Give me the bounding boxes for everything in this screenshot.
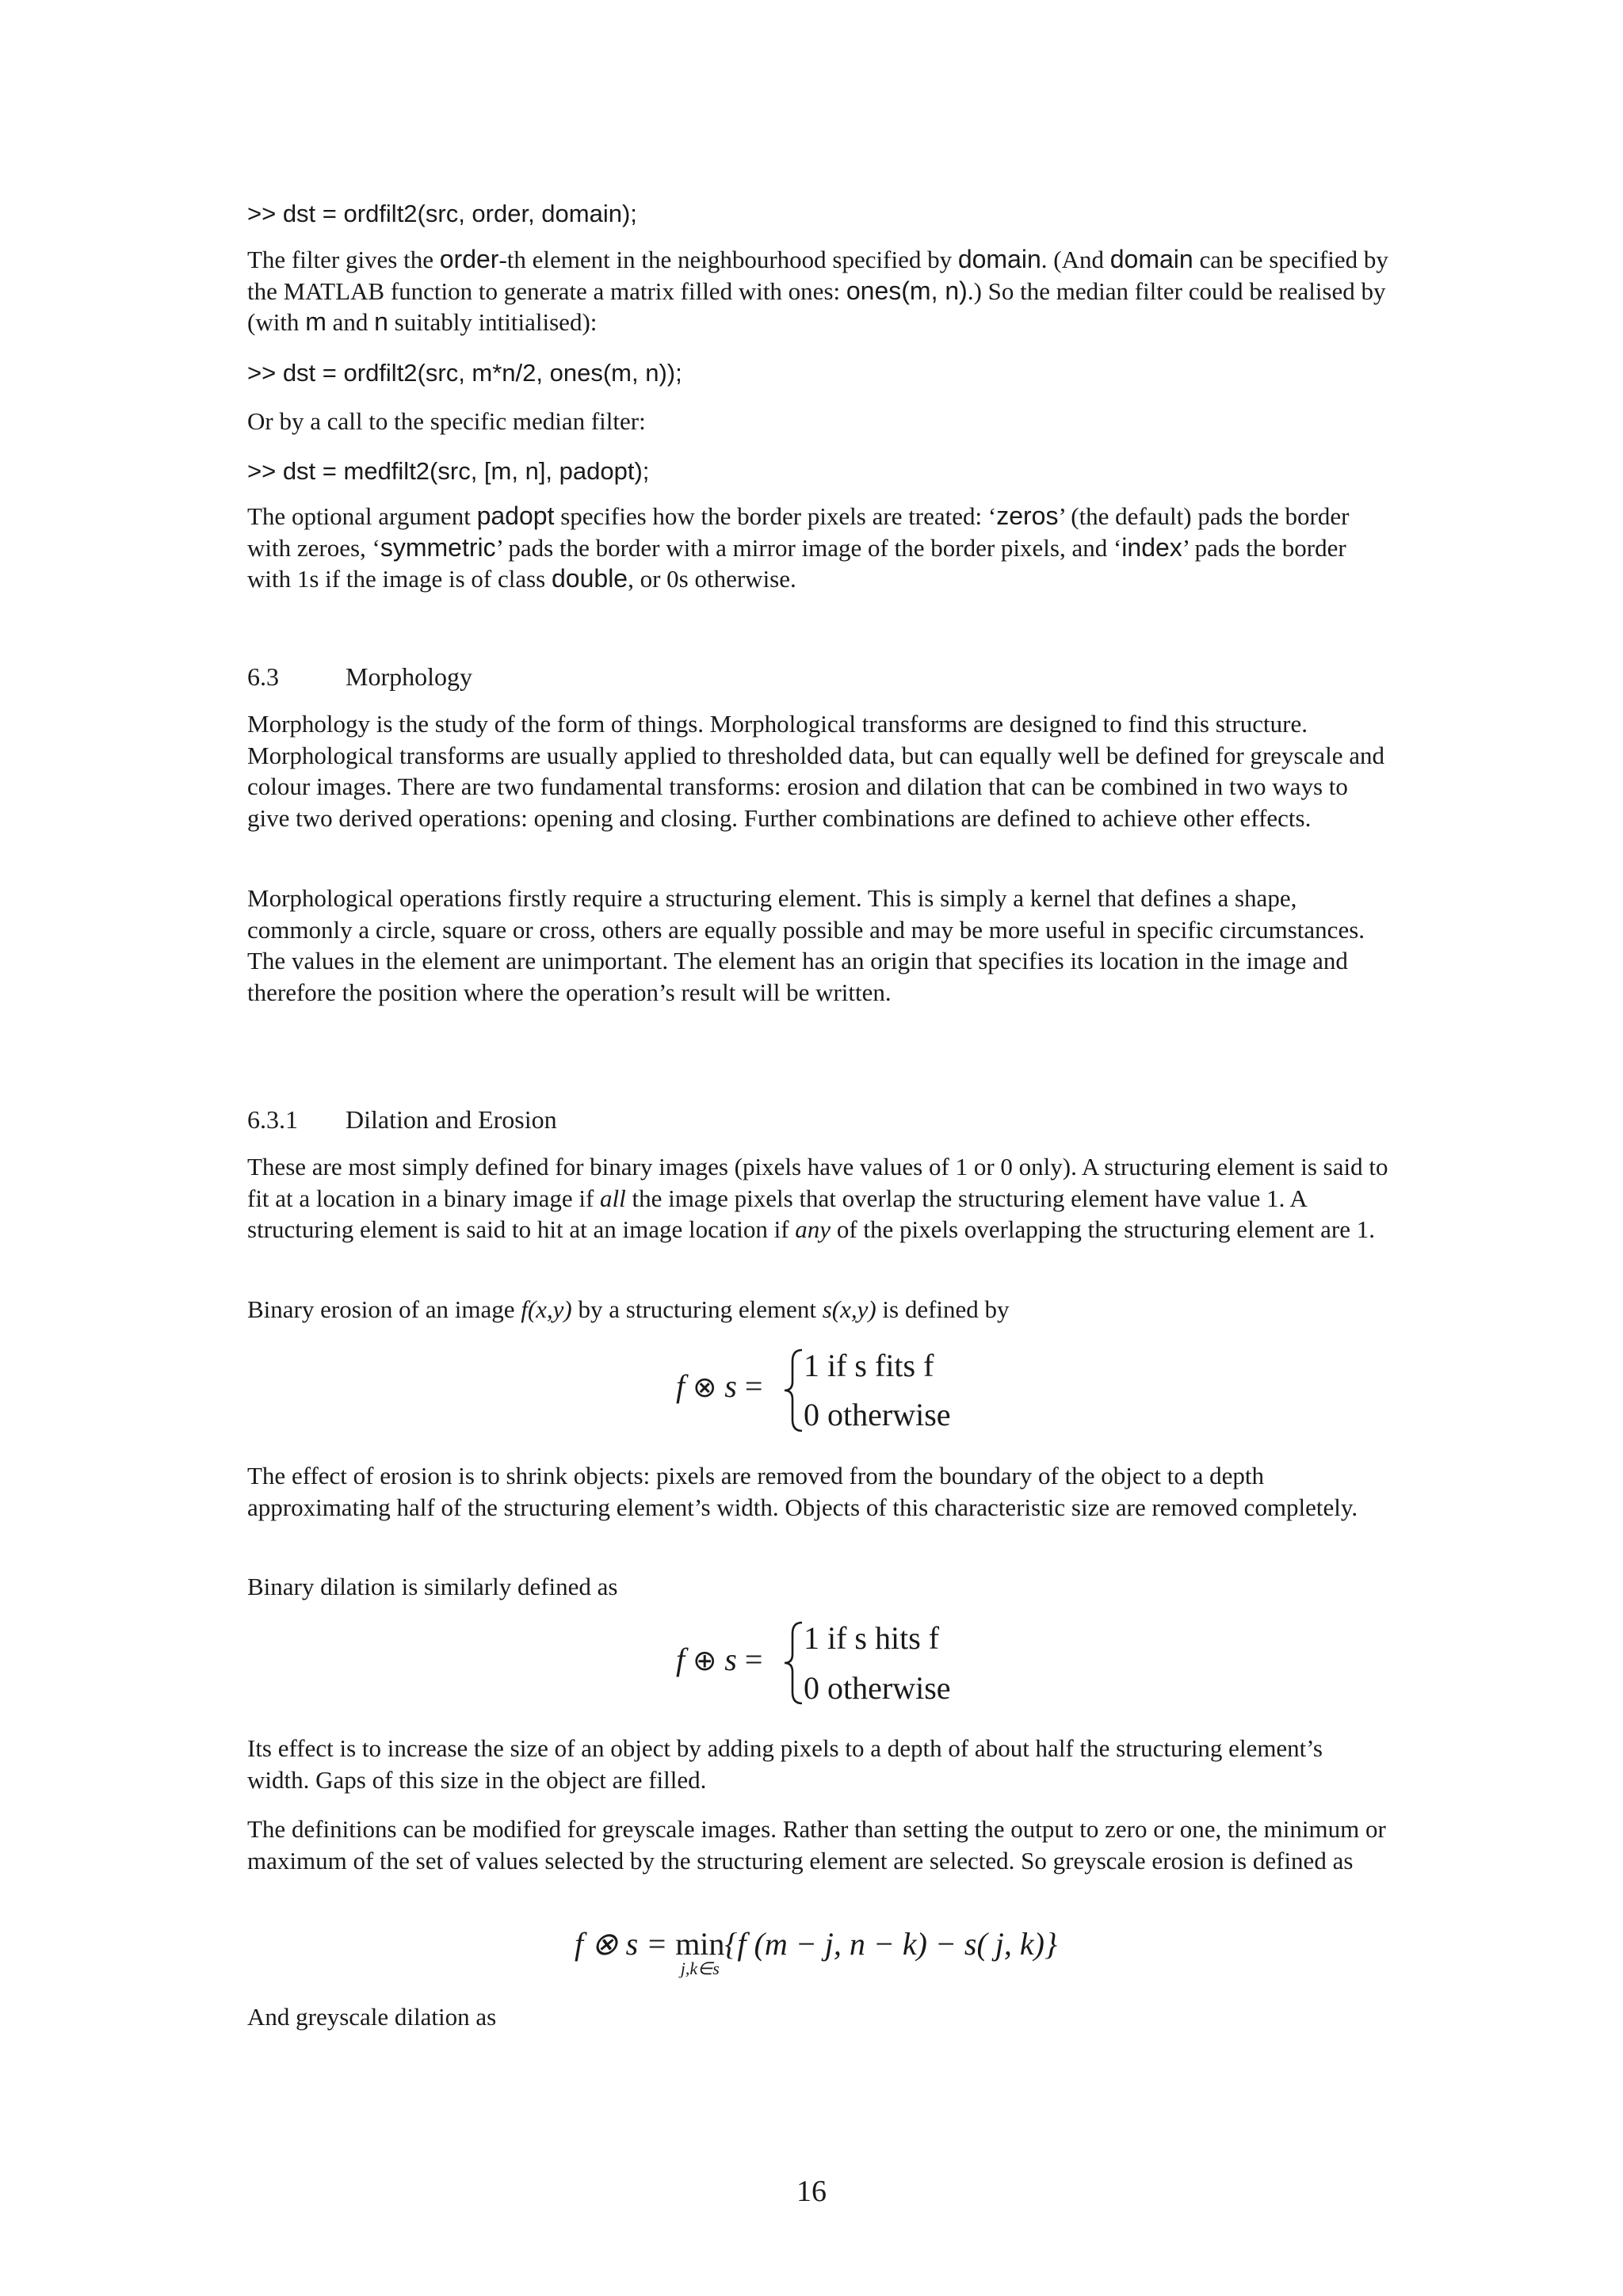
code-term: padopt [476,502,555,530]
text: ’ pads the border with a mirror image of the border pixels, and ‘ [495,533,1122,562]
text: specifies how the border pixels are treated: ‘ [554,502,997,530]
text: is defined by [876,1295,1010,1323]
math-min-subscript: j,k∈s [680,1958,720,1978]
case-otherwise: 0 otherwise [804,1397,951,1432]
section-title: Morphology [346,662,472,691]
paragraph-dilation-def [247,1571,1388,1603]
text: ’ (the default) pads the border with zeroes, ‘ [247,502,1350,562]
text: The effect of erosion is to shrink objects: pixels are removed from the boundary of the object to a depth approximating half of the structuring element’s width. Objects of this characteristic size are removed completely. [247,1462,1358,1521]
case-fits: 1 if s fits f [804,1348,934,1383]
math-equals: = [744,1642,763,1677]
case-hits: 1 if s hits f [804,1620,940,1656]
code-term: m [305,307,327,336]
text: The filter gives the [247,246,440,273]
code-median-ordfilt2: >> dst = ordfilt2(src, m*n/2, ones(m, n)); [247,359,682,387]
paragraph-greyscale [247,1814,1388,1876]
text: Binary dilation is similarly defined as [247,1573,618,1600]
text: .) So the median filter could be realised by (with [247,277,1386,336]
text: . (And [1041,246,1110,273]
code-term: domain [1109,245,1193,273]
section-heading-morphology [247,661,1388,692]
text: of the pixels overlapping the structuring element are 1. [831,1215,1376,1243]
text: Morphological operations firstly require a structuring element. This is simply a kernel that defines a shape, commonly a circle, square or cross, others are equally possible and may be more useful in specific circumstances. The values in the element are unimportant. The element has an origin that specifies its location in the image and therefore the position where the operation’s result will be written. [247,884,1365,1006]
left-brace [783,1619,805,1707]
code-term: double [552,564,628,593]
text: the image pixels that overlap the structuring element have value 1. A structuring element is said to hit at an image location if [247,1184,1307,1243]
section-title: Dilation and Erosion [346,1105,557,1134]
text: Its effect is to increase the size of an object by adding pixels to a depth of about half the structuring element’s width. Gaps of this size in the object are filled. [247,1734,1323,1794]
paragraph-structuring-element [247,883,1388,1008]
page-number: 16 [796,2175,827,2208]
math-rhs: {f (m − j, n − k) − s( j, k)} [724,1926,1057,1962]
section-heading-dilation-erosion [247,1104,1388,1135]
math-s: s [724,1368,737,1404]
math-equals: = [744,1368,763,1404]
paragraph-median-call [247,406,1388,437]
text: And greyscale dilation as [247,2003,497,2031]
paragraph-fit-hit [247,1151,1388,1245]
code-term: ones(m, n) [846,276,968,305]
code-term: symmetric [380,532,496,562]
math-f: f [676,1368,685,1404]
text: ’ pads the border with 1s if the image is of class [247,533,1346,593]
code-term: order [439,245,499,273]
code-term: domain [957,245,1041,273]
equation-greyscale-erosion [575,1925,1057,1978]
text: can be specified by the MATLAB function to generate a matrix filled with ones: [247,246,1388,305]
emphasis: all [600,1184,626,1212]
text: The definitions can be modified for greyscale images. Rather than setting the output to zero or one, the minimum or maximum of the set of values selected by the structuring element are selected. So greyscale erosion is defined as [247,1815,1386,1875]
emphasis: s(x,y) [822,1295,876,1323]
text: -th element in the neighbourhood specified by [498,246,958,273]
math-operator: ⊗ [693,1371,717,1403]
text: Binary erosion of an image [247,1295,521,1323]
paragraph-morphology-intro [247,708,1388,833]
code-medfilt2: >> dst = medfilt2(src, [m, n], padopt); [247,457,650,485]
math-lhs: f ⊗ s = [575,1926,676,1962]
paragraph-dilation-effect [247,1733,1388,1795]
section-number: 6.3 [247,662,279,691]
text: and [326,308,375,336]
math-operator: ⊕ [693,1645,717,1676]
text: These are most simply defined for binary images (pixels have values of 1 or 0 only). A structuring element is said to fit at a location in a binary image if [247,1153,1388,1212]
paragraph-padopt [247,501,1388,595]
math-f: f [676,1642,685,1677]
left-brace [783,1347,805,1434]
section-number: 6.3.1 [247,1105,298,1134]
math-s: s [724,1642,737,1677]
paragraph-greyscale-dilation [247,2001,1388,2033]
emphasis: f(x,y) [521,1295,572,1323]
text: suitably intitialised): [388,308,598,336]
text: by a structuring element [571,1295,823,1323]
text: Morphology is the study of the form of things. Morphological transforms are designed to find this structure. Morphological transforms are usually applied to thresholded data, but can equally well be defined for greyscale and colour images. There are two fundamental transforms: erosion and dilation that can be combined in two ways to give two derived operations: opening and closing. Further combinations are defined to achieve other effects. [247,710,1384,832]
text: Or by a call to the specific median filter: [247,407,646,435]
paragraph-binary-erosion-def [247,1294,1388,1325]
code-ordfilt2: >> dst = ordfilt2(src, order, domain); [247,200,637,227]
case-otherwise: 0 otherwise [804,1670,951,1706]
math-min: min [675,1926,725,1962]
paragraph-ordfilt2-description [247,244,1388,338]
paragraph-erosion-effect [247,1460,1388,1523]
code-term: index [1121,532,1182,562]
code-term: n [374,307,388,336]
text: The optional argument [247,502,477,530]
text: , or 0s otherwise. [628,565,796,593]
emphasis: any [795,1215,831,1243]
code-term: zeros [996,502,1059,530]
